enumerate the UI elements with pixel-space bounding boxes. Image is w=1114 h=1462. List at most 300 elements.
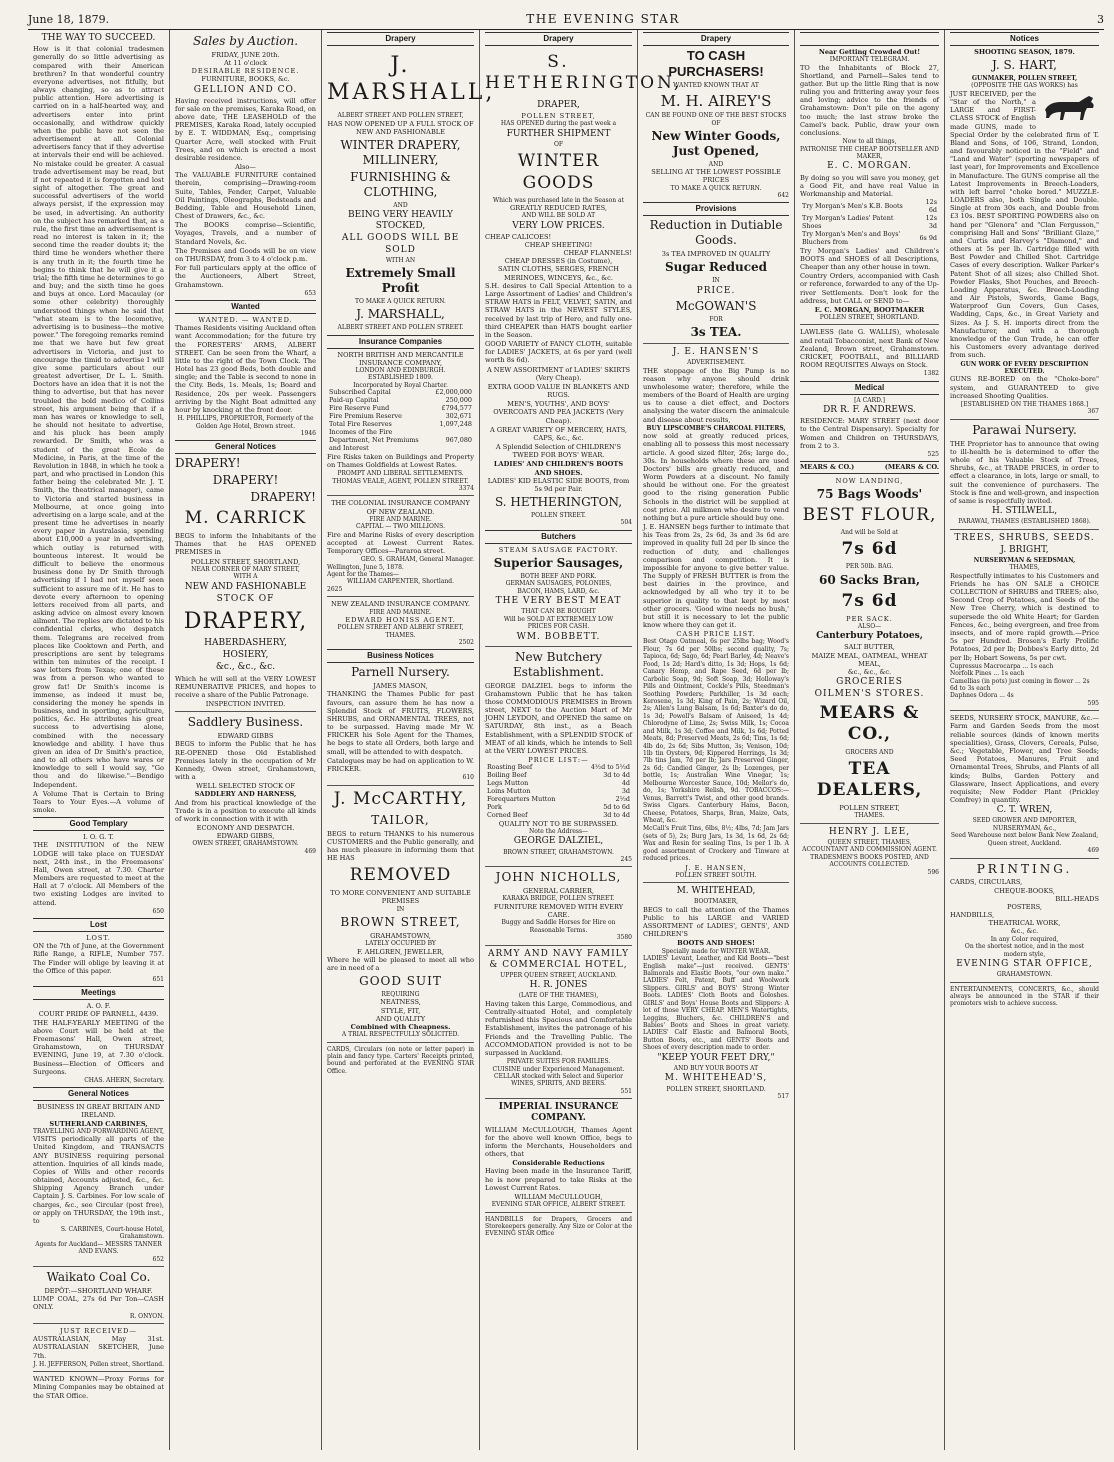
waikato-sign: R. ONYON. bbox=[129, 1312, 164, 1320]
divider bbox=[33, 1371, 164, 1372]
divider bbox=[950, 710, 1099, 711]
handbills: HANDBILLS, bbox=[950, 911, 995, 920]
morgan-addr: POLLEN STREET, SHORTLAND. bbox=[819, 314, 920, 322]
mason-cat: Catalogues may be had on application to W. FRICKER. bbox=[327, 756, 474, 773]
nz-agent: EDWARD HONISS AGENT. bbox=[345, 615, 456, 624]
mc-convenient: TO MORE CONVENIENT AND SUITABLE PREMISES bbox=[330, 889, 471, 906]
justrec-title: JUST RECEIVED— bbox=[60, 1327, 137, 1336]
justrec-body: AUSTRALASIAN, May 31st. AUSTRALASIAN SKETCHER, June 7th. bbox=[33, 1335, 164, 1360]
bran: 60 Sacks Bran, bbox=[818, 572, 920, 587]
section-wanted: Wanted bbox=[175, 300, 316, 314]
fancy: GOOD VARIETY of FANCY CLOTH, suitable for LADIES' JACKETS, at 6s per yard (well worth 8s 6d). bbox=[485, 340, 632, 365]
lawless: LAWLESS (late G. WALLIS), wholesale and retail Tobacconist, next Bank of New Zealand, Brown street, Grahamstown. CRICKET, FOOTBALL, and BILLIARD ROOM REQUISITES Always on Stock. bbox=[800, 328, 939, 370]
airey-new-winter: New Winter Goods, Just Opened, bbox=[651, 129, 781, 158]
carbines-title: SUTHERLAND CARBINES, bbox=[49, 1119, 148, 1128]
marshall-furnishing: FURNISHING & CLOTHING, bbox=[350, 169, 451, 199]
divider bbox=[950, 858, 1099, 859]
whitehead-trade: BOOTMAKER, bbox=[693, 898, 739, 906]
dog-illustration-icon bbox=[1039, 90, 1099, 122]
wren-trade: SEED GROWER AND IMPORTER, NURSERYMAN, &c., bbox=[972, 817, 1077, 832]
bacon: BACON, HAMS, LARD, &c. bbox=[517, 587, 600, 595]
mc-quality: AND QUALITY bbox=[375, 1014, 426, 1023]
divider bbox=[33, 1266, 164, 1267]
bags: 75 Bags Woods' bbox=[816, 486, 923, 501]
divider bbox=[175, 711, 316, 712]
considerable: Considerable Reductions bbox=[512, 1159, 605, 1168]
table-row: Incomes of the Fire Department, Net Premiums and Interest 967,080 bbox=[329, 427, 472, 452]
tea-3s: 3s TEA. bbox=[690, 325, 742, 340]
divider bbox=[327, 596, 474, 597]
mc-requiring: REQUIRING bbox=[381, 990, 420, 998]
ad-ref: 596 bbox=[927, 868, 939, 876]
hart-body: JUST RECEIVED, per the "Star of the North," a LARGE and FIRST-CLASS STOCK of English made GUNS, made to Special Order by the celebrated firm of T. Bland and Sons, of 106, Strand, London, and favourably noticed in the "Field" and "Land and Water" (sporting newspapers of last year), for Improvements and Excellence in Manufacture. The GUNS comprise all the Latest Improvements in Breech-Loaders, with left barrel "choke bored." MUZZLE-LOADERS also, both Single and Double. Single at from 30s each, and Double from £3 10s. BEST SPORTING POWDERS also on hand per "Glenora" and "Clan Fergusson," comprising Hall and Sons' "Brilliant Glaze," and Curtis and Harvey's "Diamond," and others at 5s per lb. Cartridge filled with Best Powder and Chilled Shot. Cartridge Cases of every description. Walker Parker's Patent Shot of all sizes; also Chilled Shot. Powder Flasks, Shot Pouches, and Breech-Loading Apparatus, &c. Breech-Loading and Air Pistols, Swords, Game Bags, Waterproof Gun Covers, Gun Cases, Wadding, Caps, &c., in Great Variety and Sizes. As J. S. H. imports direct from the Manufacturer, and with a thorough knowledge of the Gun Trade, he can offer his Customers every advantage derived from such. bbox=[950, 89, 1099, 360]
both: BOTH BEEF AND PORK. bbox=[520, 572, 597, 580]
mears-pollen: POLLEN STREET, bbox=[839, 804, 900, 813]
cash: PRICES FOR CASH. bbox=[527, 623, 590, 631]
established: [ESTABLISHED ON THE THAMES 1868.] bbox=[960, 400, 1089, 408]
mc-graham: GRAHAMSTOWN, bbox=[370, 931, 431, 940]
hats: S.H. desires to Call Special Attention to a Large Assortment of Ladies' and Children's STRAW HATS in FELT, VELVET, SATIN, and STRAW HATS in the NEWEST STYLES, received by last trip of Hero, and fully one-third CHEAPER than HATS bought earlier in the Season. bbox=[485, 281, 632, 339]
dalziel-sign: GEORGE DALZIEL, bbox=[513, 836, 604, 847]
lee-addr: QUEEN STREET, THAMES, bbox=[827, 838, 912, 846]
price-word: PRICE. bbox=[696, 285, 736, 296]
nb-prompt: PROMPT AND LIBERAL SETTLEMENTS. bbox=[337, 470, 464, 478]
section-drapery: Drapery bbox=[643, 32, 789, 46]
table-row: Loins Mutton 3d bbox=[487, 787, 630, 796]
mc-in: IN bbox=[396, 905, 405, 913]
nb-finance-table bbox=[327, 389, 474, 453]
colonial-title: THE COLONIAL INSURANCE COMPANY OF NEW ZEALAND. bbox=[331, 499, 470, 516]
hart: J. S. HART, bbox=[992, 58, 1057, 73]
table-row: Try Morgan's Men's and Boys' Bluchers from 6s 9d bbox=[802, 229, 937, 246]
court-sign: CHAS. AHERN, Secretary. bbox=[84, 1076, 164, 1084]
wren-addr: Seed Warehouse next below Bank New Zealand, Queen street, Auckland. bbox=[950, 832, 1099, 847]
morgan-country: Country Orders, accompanied with Cash or reference, forwarded to any of the Up-river Settlements. Don't look for the address, but CALL or SEND to— bbox=[800, 272, 939, 305]
office: EVENING STAR OFFICE, bbox=[956, 958, 1093, 969]
oilmen: OILMEN'S STORES. bbox=[814, 689, 925, 700]
drapery-shout-3: DRAPERY! bbox=[250, 490, 316, 505]
gibbs-body: BEGS to inform the Public that he has RE-OPENED those Old Established Premises lately in the occupation of Mr Kennedy, Owen street, Grahamstown, with a bbox=[175, 740, 316, 782]
thames: THAMES, bbox=[1009, 564, 1040, 572]
hetherington-reduced: GREATLY REDUCED RATES, bbox=[509, 204, 608, 213]
andrews-body: RESIDENCE: MARY STREET (next door to the Central Dispensary). Specialty for Women and Children on THURSDAYS, from 2 to 3. bbox=[800, 417, 939, 450]
hansen-addr: POLLEN STREET SOUTH. bbox=[675, 871, 757, 879]
dalziel-body: GEORGE DALZIEL begs to inform the Grahamstown Public that he has taken those COMMODIOUS PREMISES in Brown street, NEXT to the Auction Mart of Mr JOHN LEYDON, and OPENED the same on SATURDAY, 8th inst., as a Beach Establishment, with a SPLENDID STOCK of MEAT of all kinds, which he intends to Sell at the VERY LOWEST PRICES. bbox=[485, 681, 632, 755]
table-row: Fire Reserve Fund £794,577 bbox=[329, 404, 472, 413]
colonial-capital: CAPITAL — TWO MILLIONS. bbox=[356, 523, 445, 531]
marshall-all-goods: ALL GOODS WILL BE SOLD bbox=[341, 233, 460, 255]
new-fashionable: NEW AND FASHIONABLE bbox=[184, 581, 307, 592]
hetherington-pollen: POLLEN STREET, bbox=[521, 112, 596, 121]
gunmaker: GUNMAKER, POLLEN STREET, bbox=[971, 74, 1078, 82]
dresses: CHEAP DRESSES (in Costume), bbox=[504, 257, 613, 266]
printing: PRINTING. bbox=[976, 861, 1073, 876]
divider bbox=[950, 982, 1099, 983]
sugar: Sugar Reduced bbox=[664, 260, 768, 275]
carrick-tail: Which he will sell at the VERY LOWEST REMUNERATIVE PRICES, and hopes to receive a share of the Public Patronage. bbox=[175, 674, 316, 699]
gibbs-stock: WELL SELECTED STOCK OF bbox=[196, 782, 295, 791]
nb-loc: LONDON AND EDINBURGH. bbox=[355, 366, 446, 374]
mccullough-body: WILLIAM McCULLOUGH, Thames Agent for the above well known Office, begs to inform the Merchants, Householders and others, that bbox=[485, 1125, 632, 1159]
tea-improved: 3s TEA IMPROVED IN QUALITY bbox=[661, 250, 771, 259]
colonial-date: Wellington, June 5, 1878. bbox=[327, 563, 404, 571]
near-title: Near Getting Crowded Out! bbox=[818, 47, 921, 56]
section-meetings: Meetings bbox=[33, 986, 164, 1000]
section-general-notices: General Notices bbox=[175, 440, 316, 454]
per-sack: PER SACK. bbox=[846, 614, 893, 623]
divider bbox=[485, 646, 632, 647]
patronise: PATRONISE THE CHEAP BOOTSELLER AND MAKER, bbox=[800, 145, 939, 160]
etc: &c., &c., &c. bbox=[215, 662, 276, 673]
mccarthy-name: J. McCARTHY, bbox=[333, 788, 468, 809]
divider bbox=[327, 495, 474, 496]
hansen-sign: J. E. HANSEN, bbox=[685, 863, 747, 872]
ad-ref: 595 bbox=[1087, 699, 1099, 707]
office-addr: GRAHAMSTOWN. bbox=[996, 971, 1053, 979]
army-title: ARMY AND NAVY FAMILY & COMMERCIAL HOTEL, bbox=[487, 948, 630, 970]
divider bbox=[485, 1098, 632, 1099]
wren: C. T. WREN, bbox=[996, 805, 1053, 816]
article-body: How is it that colonial tradesmen generally do so little advertising as compared with their American brethren? In that wonderful country everyone advertises, not fitfully, but always changing, so as to attract public attention. Here advertising is carried on in a half-hearted way, and advertisers enter into print occasionally, and withdraw quickly when the public have not seen the advertisement at all. Colonial advertisers fancy that if they advertise at intervals their end will be achieved. No mistake could be greater. A casual trade advertisement may be read, but if not repeated it is forgotten and lost sight of altogether. The great and successful advertisers of the world always persist, if the expression may be used, in advertising. An authority on the subject has remarked that, as a rule, the first time an advertisement is read no interest is taken in it; the second time the reader doubts it; the third time he wonders whether there is any truth in it; the fourth time he begins to think that he will give it a trial; the fifth time he determines to go and buy; and the sixth time he goes and buys at once. Lord Macaulay (or some other celebrity) thoroughly understood things when he said that "what steam is to the locomotive, advertising is to business—the motive power." The foregoing remarks remind me that we have but few great advertisers in Victoria, and just to encourage the timid to advertise I will give some particulars about our greatest advertiser, Dr L. L. Smith. Doctors have an idea that it is not the thing to advertise, but that has never troubled the bold medico of Collins street, his argument being that if a man has wares or knowledge to sell, he should not hesitate to advertise, and his pluck has been amply rewarded. Dr Smith, who was a student of the great Ecole de Medicine, in Paris, at the time of the Revolution in 1848, in which he took a part, and who practised in London (his father being the celebrated Mr. J. T. Smith, the theatrical manager), came to Victoria and started business in Melbourne, at once going into advertising on a large scale, and at the present time he advertises in nearly every paper in Australasia, spending about £10,000 a year in advertising, which outlay is returned with bounteous interest. It would be difficult to believe the enormous business done by Dr Smith through advertising if I had not myself seen sufficient to assure me of it. He has to devote every afternoon to opening letters received from all parts, and asking advice on almost every known ailment. The replies are dictated to his confidential clerks, who despatch them. Telegrams are received from places like Cooktown and Perth, and prescriptions are sent by telegrams within ten minutes of the receipt. I saw letters from Texas; one of these was from a person who wanted to grow fat! Dr Smith's income is immense, as indeed it must be, considering the money he spends in business, and in sporting, agriculture, politics, &c. He attributes his great success to advertising alone, combined with the necessary knowledge and ability. I have thus given an idea of Dr Smith's practice, and to all others who have wares or knowledge to sell I would say, "Go thou and do likewise."—Bendigo Independent. bbox=[33, 45, 164, 789]
mc-lately: LATELY OCCUPIED BY bbox=[365, 940, 436, 948]
parawai: Parawai Nursery. bbox=[972, 422, 1077, 437]
carrick-body: BEGS to inform the Inhabitants of the Thames that he HAS OPENED PREMISES in bbox=[175, 532, 316, 557]
jones-late: (LATE OF THE THAMES), bbox=[518, 992, 599, 1000]
column-1 bbox=[28, 30, 170, 1450]
whitehead-boots: BOOTS AND SHOES! bbox=[677, 939, 755, 948]
nb-body: Fire Risks taken on Buildings and Property on Thames Goldfields at Lowest Rates. bbox=[327, 452, 474, 469]
imperial: IMPERIAL INSURANCE COMPANY. bbox=[498, 1102, 619, 1124]
divider bbox=[643, 343, 789, 344]
airey-banner: TO CASH PURCHASERS! bbox=[668, 47, 764, 80]
morgan-body: By doing so you will save you money, get a Good Fit, and have real Value in Workmanship and Material. bbox=[800, 173, 939, 198]
pollen-short: POLLEN STREET, SHORTLAND, bbox=[190, 557, 301, 566]
mears-co: MEARS & CO., bbox=[819, 703, 920, 745]
blankets: EXTRA GOOD VALUE IN BLANKETS AND RUGS. bbox=[487, 382, 630, 400]
column-3 bbox=[322, 30, 496, 1450]
cellar: CELLAR stocked with Select and Superior WINES, SPIRITS, AND BEERS. bbox=[494, 1072, 623, 1088]
ad-ref: 469 bbox=[1087, 847, 1099, 855]
mears-thames: THAMES. bbox=[854, 812, 885, 820]
waikato-title: Waikato Coal Co. bbox=[46, 1270, 151, 1285]
lee-name: HENRY J. LEE, bbox=[828, 826, 911, 837]
bran-price: 7s 6d bbox=[841, 590, 898, 611]
bright: J. BRIGHT, bbox=[1000, 544, 1049, 555]
table-row: Roasting Beef 4½d to 5½d bbox=[487, 763, 630, 772]
mc-where: Where he will be pleased to meet all who are in need of a bbox=[327, 955, 474, 972]
hetherington-name: S. HETHERINGTON, bbox=[485, 51, 683, 93]
fruit-list: McCall's Fruit Tins, 6lbs, 8½; 4lbs, 7d; Jam Jars (sets of 5), 2s; Burg Jars, 1s 3d, 1s 6d, 2s 6d; Wax and Resin for sealing Tins, 1s per 1 lb. A good assortment of Crockery and Tinware at reduced prices. bbox=[643, 825, 789, 863]
marshall-profit: Extremely Small Profit bbox=[345, 266, 456, 296]
section-general-notices: General Notices bbox=[33, 1087, 164, 1101]
groceries: GROCERIES bbox=[836, 677, 903, 688]
ad-ref: 245 bbox=[620, 855, 632, 863]
dalziel-addr: BROWN STREET, GRAHAMSTOWN. bbox=[503, 848, 614, 856]
gibbs-tail: And from his practical knowledge of the Trade is in a position to execute all kinds of work in connection with it with bbox=[175, 798, 316, 823]
ad-ref: 653 bbox=[304, 289, 316, 297]
best-meat: THE VERY BEST MEAT bbox=[495, 596, 622, 607]
card: [A CARD.] bbox=[854, 396, 885, 404]
price-list-title: PRICE LIST:— bbox=[528, 756, 589, 765]
ad-ref: 650 bbox=[152, 907, 164, 915]
cash-list: Best Otago Oatmeal, 6s per 25lbs bag; Wood's Flour, 7s 6d per 50lbs; second quality, 7s; Tapioca, 6d; Sago, 6d; Pearl Barley, 4d; Neave's Food, 1s 2d; Hard's ditto, 1s 3d; Hops, 1s 6d; Canary Hemp, and Rape Seed, 6d per lb; Carbolic Soap, 9d; Soft Soap, 3d; Holloway's Pills and Ointment, Cockle's Pills, Steedman's Soothing Powders; Parkhiller, 1s 3d each; Kerosene, 1s 3d; King of Pain, 2s; Wizard Oil, 2s; Allen's Lung Balsam, 1s 6d; Baxter's do do, 1s 3d; Powell's Balsam of Aniseed, 1s 4d; Chlorodyne of Lime, 2s; Swiss Milk, 1s; Cocoa and Milk, 1s 3d; Coffee and Milk, 1s 6d; Potted Meats, 8d; Preserved Meats, 2s 6d; Tins, 1s 6d; 4lb do, 2s 6d; Sibs Mutton, 3s; Venison, 10d; 1lb tin Oysters, 9d; Kippered Herrings, 1s 3d; 7lb tins Jam, 7d per lb; Jars Preserved Ginger, 2s 6d; Candied Ginger, 2s lb; Lozenges, per bottle, 1s; Australian Wine Vinegar, 1s; Melbourne Worcester Sauce, 10d; Mellor's do, do, 1s; Yorkshire Relish, 9d. TOBACCOS:—Venus, Barrett's Twist, and other good brands. Swiss Cigars. Canterbury Hams, Bacon, Cheese, Potatoes, Sharps, Bran, Maize, Oats, Wheat, &c. bbox=[643, 638, 789, 824]
drapery-shout-1: DRAPERY! bbox=[175, 456, 241, 471]
ad-ref: 2502 bbox=[458, 639, 474, 647]
marshall-quick: TO MAKE A QUICK RETURN. bbox=[355, 297, 446, 305]
hetherington-further: FURTHER SHIPMENT bbox=[506, 128, 611, 139]
hansen-body: THE stoppage of the Big Pump is no reason why anyone should drink unwholesome water; therefore, while the members of the Board of Health are urging us to cause a diet effect, and Doctors analysing the water discern the animalcule and disease about results, bbox=[643, 366, 789, 424]
table-row: Forequarters Mutton 2½d bbox=[487, 794, 630, 803]
ad-ref: 469 bbox=[304, 847, 316, 855]
tea-dealers: TEA DEALERS, bbox=[816, 758, 923, 801]
opposite: (OPPOSITE THE GAS WORKS) has bbox=[971, 82, 1078, 90]
column-2 bbox=[170, 30, 322, 1450]
shooting: SHOOTING SEASON, 1879. bbox=[974, 47, 1075, 56]
wanted-body: Thames Residents visiting Auckland often want Accommodation; for the future try the FORESTERS' ARMS, ALBERT STREET. Can be seen from the Wharf, a little to the right of the Town Clock. The Hotel has 23 good Beds, both double and single; and the Table is second to none in the City. Beds, 1s. Meals, 1s; Board and Residence, 20s per week. Passengers arriving by the Night Boat admitted any hour by knocking at the front door. bbox=[175, 324, 316, 414]
bright-body: Respectfully intimates to his Customers and Friends he has ON SALE a CHOICE COLLECTION of SHRUBS and TREES; also, Second Crop of Potatoes, and Seeds of the New Tree Cherry, which is destined to supersede the old White Heart; for Garden Fences, &c., being evergreen, and free from insects, and of more rapid growth.—Price 5s per Hundred. Brosen's Early Prolific Potatoes, 2d per lb; Dobbes's Early ditto, 2d per lb; Hobart Sowens, 5s per cwt. bbox=[950, 571, 1099, 662]
mccullough-sign: WILLIAM McCULLOUGH, bbox=[514, 1192, 603, 1201]
colonial-body: Fire and Marine Risks of every description accepted at Lowest Current Rates. Temporary Offices—Pararoa street. bbox=[327, 530, 474, 555]
mc-good-suit: GOOD SUIT bbox=[359, 974, 442, 989]
also-label: Also— bbox=[235, 163, 256, 172]
cheque: CHEQUE-BOOKS, bbox=[994, 886, 1055, 895]
premises-body: The Premises and Goods will be on view on THURSDAY, from 3 to 4 o'clock p.m. bbox=[175, 246, 316, 263]
section-good-templary: Good Templary bbox=[33, 817, 164, 831]
nb-inc: Incorporated by Royal Charter. bbox=[353, 381, 448, 389]
lost-body: ON the 7th of June, at the Government Rifle Range, a RIFLE, Number 757. The Finder will oblige by leaving it at the Office of this paper. bbox=[33, 942, 164, 975]
mccarthy-body: BEGS to return THANKS to his numerous CUSTOMERS and the Public generally, and has much pleasure in informing them that HE HAS bbox=[327, 829, 474, 863]
shortest: On the shortest notice, and in the most bbox=[964, 943, 1085, 951]
divider bbox=[485, 866, 632, 867]
waikato-body: LUMP COAL, 27s 6d Per Ton—CASH ONLY. bbox=[33, 1295, 164, 1312]
note: Note the Address— bbox=[528, 827, 589, 835]
kid-boots: LADIES' KID ELASTIC SIDE BOOTS, from 5s 9d per Pair. bbox=[487, 476, 630, 493]
mears-header bbox=[800, 461, 939, 473]
army-addr: UPPER QUEEN STREET, AUCKLAND. bbox=[500, 971, 617, 979]
section-drapery: Drapery bbox=[327, 32, 474, 46]
article-title: THE WAY TO SUCCEED. bbox=[41, 33, 156, 43]
marshall-heavily: BEING VERY HEAVILY STOCKED, bbox=[348, 210, 453, 232]
mears-left: MEARS & CO.) bbox=[800, 463, 855, 472]
stilwell: H. STILWELL, bbox=[991, 506, 1058, 517]
nz-fire: FIRE AND MARINE. bbox=[369, 608, 432, 616]
table-row: Paid-up Capital 250,000 bbox=[329, 396, 472, 405]
column-6 bbox=[795, 30, 945, 1450]
mears-etc: &c., &c., &c. bbox=[847, 667, 892, 676]
divider bbox=[950, 529, 1099, 530]
ad-ref: 651 bbox=[152, 975, 164, 983]
whitehead-body: BEGS to call the attention of the Thames Public to his LARGE and VARIED ASSORTMENT of LADIES', GENTS', AND CHILDREN'S bbox=[643, 905, 789, 939]
sheeting: CHEAP SHEETING! bbox=[524, 240, 593, 249]
best-flour: BEST FLOUR, bbox=[802, 504, 937, 525]
court-body: THE HALF-YEARLY MEETING of the above Court will be held at the Freemasons' Hall, Owen street, Grahamstown, on THURSDAY EVENING, June 19, at 7.30 o'clock. Business—Election of Officers and Surgeons. bbox=[33, 1018, 164, 1076]
airey-selling: SELLING AT THE LOWEST POSSIBLE PRICES bbox=[651, 168, 781, 185]
carbines-agents: Agents for Auckland— MESSRS TANNER AND EVANS. bbox=[35, 1240, 162, 1256]
divider bbox=[485, 945, 632, 946]
table-row: Corned Beef 3d to 4d bbox=[487, 810, 630, 819]
divider bbox=[33, 1323, 164, 1324]
for-word: FOR bbox=[709, 315, 723, 323]
section-business-notices: Business Notices bbox=[327, 649, 474, 663]
reduction: Reduction in Dutiable Goods. bbox=[649, 218, 783, 248]
section-drapery: Drapery bbox=[485, 32, 632, 46]
furniture-line: FURNITURE, BOOKS, &c. bbox=[201, 75, 290, 84]
iogt-body: THE INSTITUTION of the NEW LODGE will take place on TUESDAY next, 24th inst., in the Freemasons' Hall, Owen street, at 7.30. Charter Members are requested to meet at the Hall at 7 o'clock. All Members of the two existing Lodges are invited to attend. bbox=[33, 841, 164, 907]
carrier: GENERAL CARRIER, bbox=[522, 887, 595, 896]
nursery: NURSERYMAN & SEEDSMAN, bbox=[973, 556, 1076, 564]
grocers: GROCERS AND bbox=[845, 748, 894, 756]
hansen-title: J. E. HANSEN'S bbox=[672, 346, 760, 357]
gellion-body: Having received instructions, will offer for sale on the premises, Karaka Road, on above date, THE LEASEHOLD of the PREMISES, Karaka Road, lately occupied by E. T. WIDDMAN, Esq., comprising Quarter Acre, well stocked with Fruit Trees, and on which is erected a most desirable residence. bbox=[175, 96, 316, 162]
divider bbox=[643, 882, 789, 883]
jones: H. R. JONES bbox=[529, 980, 588, 991]
printing-etc: &c., &c. bbox=[1010, 927, 1039, 936]
mercery: A GREAT VARIETY OF MERCERY, HATS, CAPS, &c., &c. bbox=[490, 425, 627, 442]
carbines-sub: TRAVELLING AND FORWARDING AGENT, bbox=[33, 1127, 164, 1135]
divider bbox=[800, 324, 939, 325]
billheads: BILL-HEADS bbox=[1055, 894, 1099, 903]
mccullough-addr: EVENING STAR OFFICE, ALBERT STREET. bbox=[491, 1201, 626, 1209]
airey-name: M. H. AIREY'S bbox=[660, 91, 772, 110]
parawai-body: THE Proprietor has to announce that owing to ill-health he is determined to offer the whole of his Valuable Stock of Trees, Shrubs, &c., at TRADE PRICES, in order to effect a clearance, in lots, large or small, to suit the convenience of purchasers. The Stock is fine and well-grown, and inspection of same is respectfully invited. bbox=[950, 439, 1099, 505]
ad-ref: 517 bbox=[777, 1092, 789, 1100]
lost-title: LOST. bbox=[86, 934, 111, 943]
karaka: KARAKA BRIDGE, POLLEN STREET. bbox=[502, 895, 615, 903]
lee-acct: ACCOUNTANT AND COMMISSION AGENT. bbox=[802, 846, 937, 854]
seeds-body: SEEDS, NURSERY STOCK, MANURE, &c.—Farm and Garden Seeds from the most reliable sources (kinds of known merits specialities), Grass, Clovers, Cereals, Pulse, &c.; Vegetable, Flower, and Tree Seeds; Seed Potatoes, Manures, Fruit and Ornamental Trees, Shrubs, and Plants of all kinds; Bulbs, Garden Pottery and Glassware, Insect Applications, and every requisite; New Fodder Plant (Prickley Comfrey) in quantity. bbox=[950, 714, 1099, 805]
divider bbox=[485, 1212, 632, 1213]
parnell-title: Parnell Nursery. bbox=[351, 665, 450, 680]
hetherington-sold-at: AND WILL BE SOLD AT bbox=[521, 212, 596, 220]
volume-note: A Volume That is Certain to Bring Tears to Your Eyes.—A volume of smoke. bbox=[33, 789, 164, 815]
stock-of: STOCK OF bbox=[216, 593, 275, 604]
table-row: Try Morgan's Ladies' Patent Shoes 12s 3d bbox=[802, 213, 937, 230]
airey-wanted: WANTED KNOWN THAT AT bbox=[673, 82, 759, 90]
mc-ahlgren: F. AHLGREN, JEWELLER, bbox=[357, 947, 444, 956]
gibbs-name: EDWARD GIBBS bbox=[217, 732, 274, 741]
modern: modern style, bbox=[1003, 950, 1046, 958]
whitehead-addr: POLLEN STREET, SHORTLAND. bbox=[666, 1085, 766, 1093]
meat-price-table bbox=[485, 764, 632, 820]
colonial-agent: Agent for the Thames— bbox=[327, 571, 400, 579]
ad-ref: 504 bbox=[620, 519, 632, 527]
ad-ref: 2625 bbox=[327, 585, 343, 593]
private: PRIVATE SUITES FOR FAMILIES. bbox=[506, 1058, 611, 1066]
marshall-with-an: WITH AN bbox=[385, 256, 416, 264]
norfolk: Norfolk Pines ... 1s each bbox=[950, 670, 1025, 678]
saddlery-harness: SADDLERY AND HARNESS, bbox=[194, 790, 297, 799]
cards: CARDS, CIRCULARS, bbox=[950, 878, 1023, 887]
quality: QUALITY NOT TO BE SURPASSED. bbox=[498, 819, 619, 828]
mason-body: THANKING the Thames Public for past favours, can assure them he has now a Splendid Stock of FRUITS, FLOWERS, SHRUBS, and ORNAMENTAL TREES, not to be surpassed. Having made Mr W. FRICKER his Sole Agent for the Thames, he begs to state all Orders, both large and small, will be attended to with despatch. bbox=[327, 690, 474, 756]
boots-shoes: LADIES' AND CHILDREN'S BOOTS AND SHOES. bbox=[493, 460, 624, 477]
carbines-sign: S. CARBINES, Court-house Hotel, Grahamstown. bbox=[60, 1226, 164, 1241]
maize: MAIZE MEAL, OATMEAL, WHEAT MEAL, bbox=[811, 651, 928, 668]
drapery-shout-2: DRAPERY! bbox=[212, 473, 279, 488]
divider bbox=[950, 419, 1099, 420]
paper-title: THE EVENING STAR bbox=[526, 12, 680, 26]
buggy: Buggy and Saddle Horses for Hire on Reasonable Terms. bbox=[501, 919, 616, 934]
calicoes: CHEAP CALICOES! bbox=[485, 232, 552, 241]
camellias: Camellias (in pots) just coming in flower ... 2s 6d to 3s each bbox=[950, 677, 1090, 692]
sold-at: And will be Sold at bbox=[840, 528, 899, 536]
mason-name: JAMES MASON, bbox=[373, 682, 428, 691]
buy: AND BUY YOUR BOOTS AT bbox=[673, 1064, 759, 1072]
hetherington-low: VERY LOW PRICES. bbox=[512, 220, 605, 231]
furniture-removed: FURNITURE REMOVED WITH EVERY CARE. bbox=[493, 902, 624, 920]
sale-date: FRIDAY, JUNE 20th. bbox=[211, 50, 280, 59]
satin: SATIN CLOTHS, SERGES, FRENCH MERINOES, WINCEYS, &c., &c. bbox=[497, 265, 619, 282]
books-body: The BOOKS comprise—Scientific, Voyages, Travels, and a number of Standard Novels, &c. bbox=[175, 221, 316, 246]
andrews: DR R. F. ANDREWS. bbox=[823, 405, 916, 416]
ad-ref: 652 bbox=[152, 1255, 164, 1263]
ad-ref: 3374 bbox=[458, 485, 474, 492]
steam-title: STEAM SAUSAGE FACTORY. bbox=[498, 545, 619, 554]
per: PER 50lb. BAG. bbox=[845, 563, 894, 571]
gibbs-addr: OWEN STREET, GRAHAMSTOWN. bbox=[192, 840, 299, 848]
cards-notice: CARDS, Circulars (on note or letter paper) in plain and fancy type. Carters' Receipts printed, bound and perforated at the EVENING STAR Office. bbox=[327, 1045, 474, 1075]
marshall-winter: WINTER DRAPERY, MILLINERY, bbox=[340, 138, 461, 168]
morgan-sign: E. C. MORGAN, BOOTMAKER bbox=[814, 305, 925, 314]
airey-quick: TO MAKE A QUICK RETURN. bbox=[670, 184, 762, 192]
section-insurance: Insurance Companies bbox=[327, 335, 474, 349]
skirts: A NEW ASSORTMENT of LADIES' SKIRTS (Very Cheap). bbox=[486, 365, 631, 382]
economy: ECONOMY AND DESPATCH. bbox=[196, 824, 295, 833]
carrick-name: M. CARRICK bbox=[184, 507, 307, 528]
wanted-sign: H. PHILLIPS, PROPRIETOR, Formerly of the Golden Age Hotel, Brown street. bbox=[177, 415, 314, 430]
marshall-name: J. MARSHALL, bbox=[327, 52, 496, 106]
table-row: Subscribed Capital £2,000,000 bbox=[329, 388, 472, 397]
cash-price: CASH PRICE LIST. bbox=[676, 630, 756, 639]
waikato-depot: DEPÔT:—SHORTLAND WHARF. bbox=[44, 1287, 153, 1296]
ad-ref: 1946 bbox=[300, 429, 316, 437]
divider bbox=[800, 823, 939, 824]
colonial-agent-name: WILLIAM CARPENTER, Shortland. bbox=[346, 578, 455, 586]
hetherington-sign: S. HETHERINGTON, bbox=[494, 495, 623, 510]
airey-and: AND bbox=[708, 160, 724, 168]
arrow-line: Now to all things, bbox=[842, 138, 897, 146]
haberdashery: HABERDASHERY, bbox=[204, 638, 287, 649]
mears-right: (MEARS & CO. bbox=[884, 463, 939, 472]
cupressus: Cupressus Macrocarpa ... 1s each bbox=[950, 662, 1054, 670]
morgan-price-table bbox=[800, 199, 939, 247]
hosiery: HOSIERY, bbox=[222, 650, 269, 661]
hetherington-purchased: Which was purchased late in the Season at bbox=[492, 196, 624, 204]
biz-title: BUSINESS IN GREAT BRITAIN AND IRELAND. bbox=[36, 1103, 161, 1120]
flour-price: 7s 6d bbox=[841, 539, 898, 560]
mc-brown: BROWN STREET, bbox=[340, 915, 461, 930]
posters: POSTERS, bbox=[1007, 902, 1042, 911]
hetherington-winter: WINTER GOODS bbox=[517, 151, 600, 193]
section-medical: Medical bbox=[800, 381, 939, 395]
cuisine: CUISINE under Experienced Management. bbox=[492, 1065, 625, 1073]
nz-title: NEW ZEALAND INSURANCE COMPANY. bbox=[331, 600, 470, 609]
morgan-name: E. C. MORGAN. bbox=[827, 161, 912, 172]
lee-trades: TRADESMEN'S BOOKS POSTED, AND ACCOUNTS COLLECTED. bbox=[810, 853, 929, 869]
sale-time: At 11 o'clock bbox=[223, 59, 268, 68]
german: GERMAN SAUSAGES, POLONIES, bbox=[505, 580, 612, 588]
inspection: INSPECTION INVITED. bbox=[205, 700, 286, 709]
keep: "KEEP YOUR FEET DRY," bbox=[657, 1052, 775, 1063]
with-a: WITH A bbox=[233, 573, 258, 581]
particulars: For full particulars apply at the office of the Auctioneers, Albert Street, Grahamstown. bbox=[175, 264, 316, 289]
ad-ref: 642 bbox=[777, 192, 789, 199]
section-provisions: Provisions bbox=[643, 202, 789, 216]
desirable-title: DESIRABLE RESIDENCE. bbox=[191, 67, 300, 76]
salt: SALT BUTTER, bbox=[844, 643, 895, 652]
whiteheads: M. WHITEHEAD'S, bbox=[664, 1073, 768, 1084]
wanted-known: WANTED KNOWN—Proxy Forms for Mining Companies may be obtained at the STAR Office. bbox=[33, 1375, 164, 1400]
